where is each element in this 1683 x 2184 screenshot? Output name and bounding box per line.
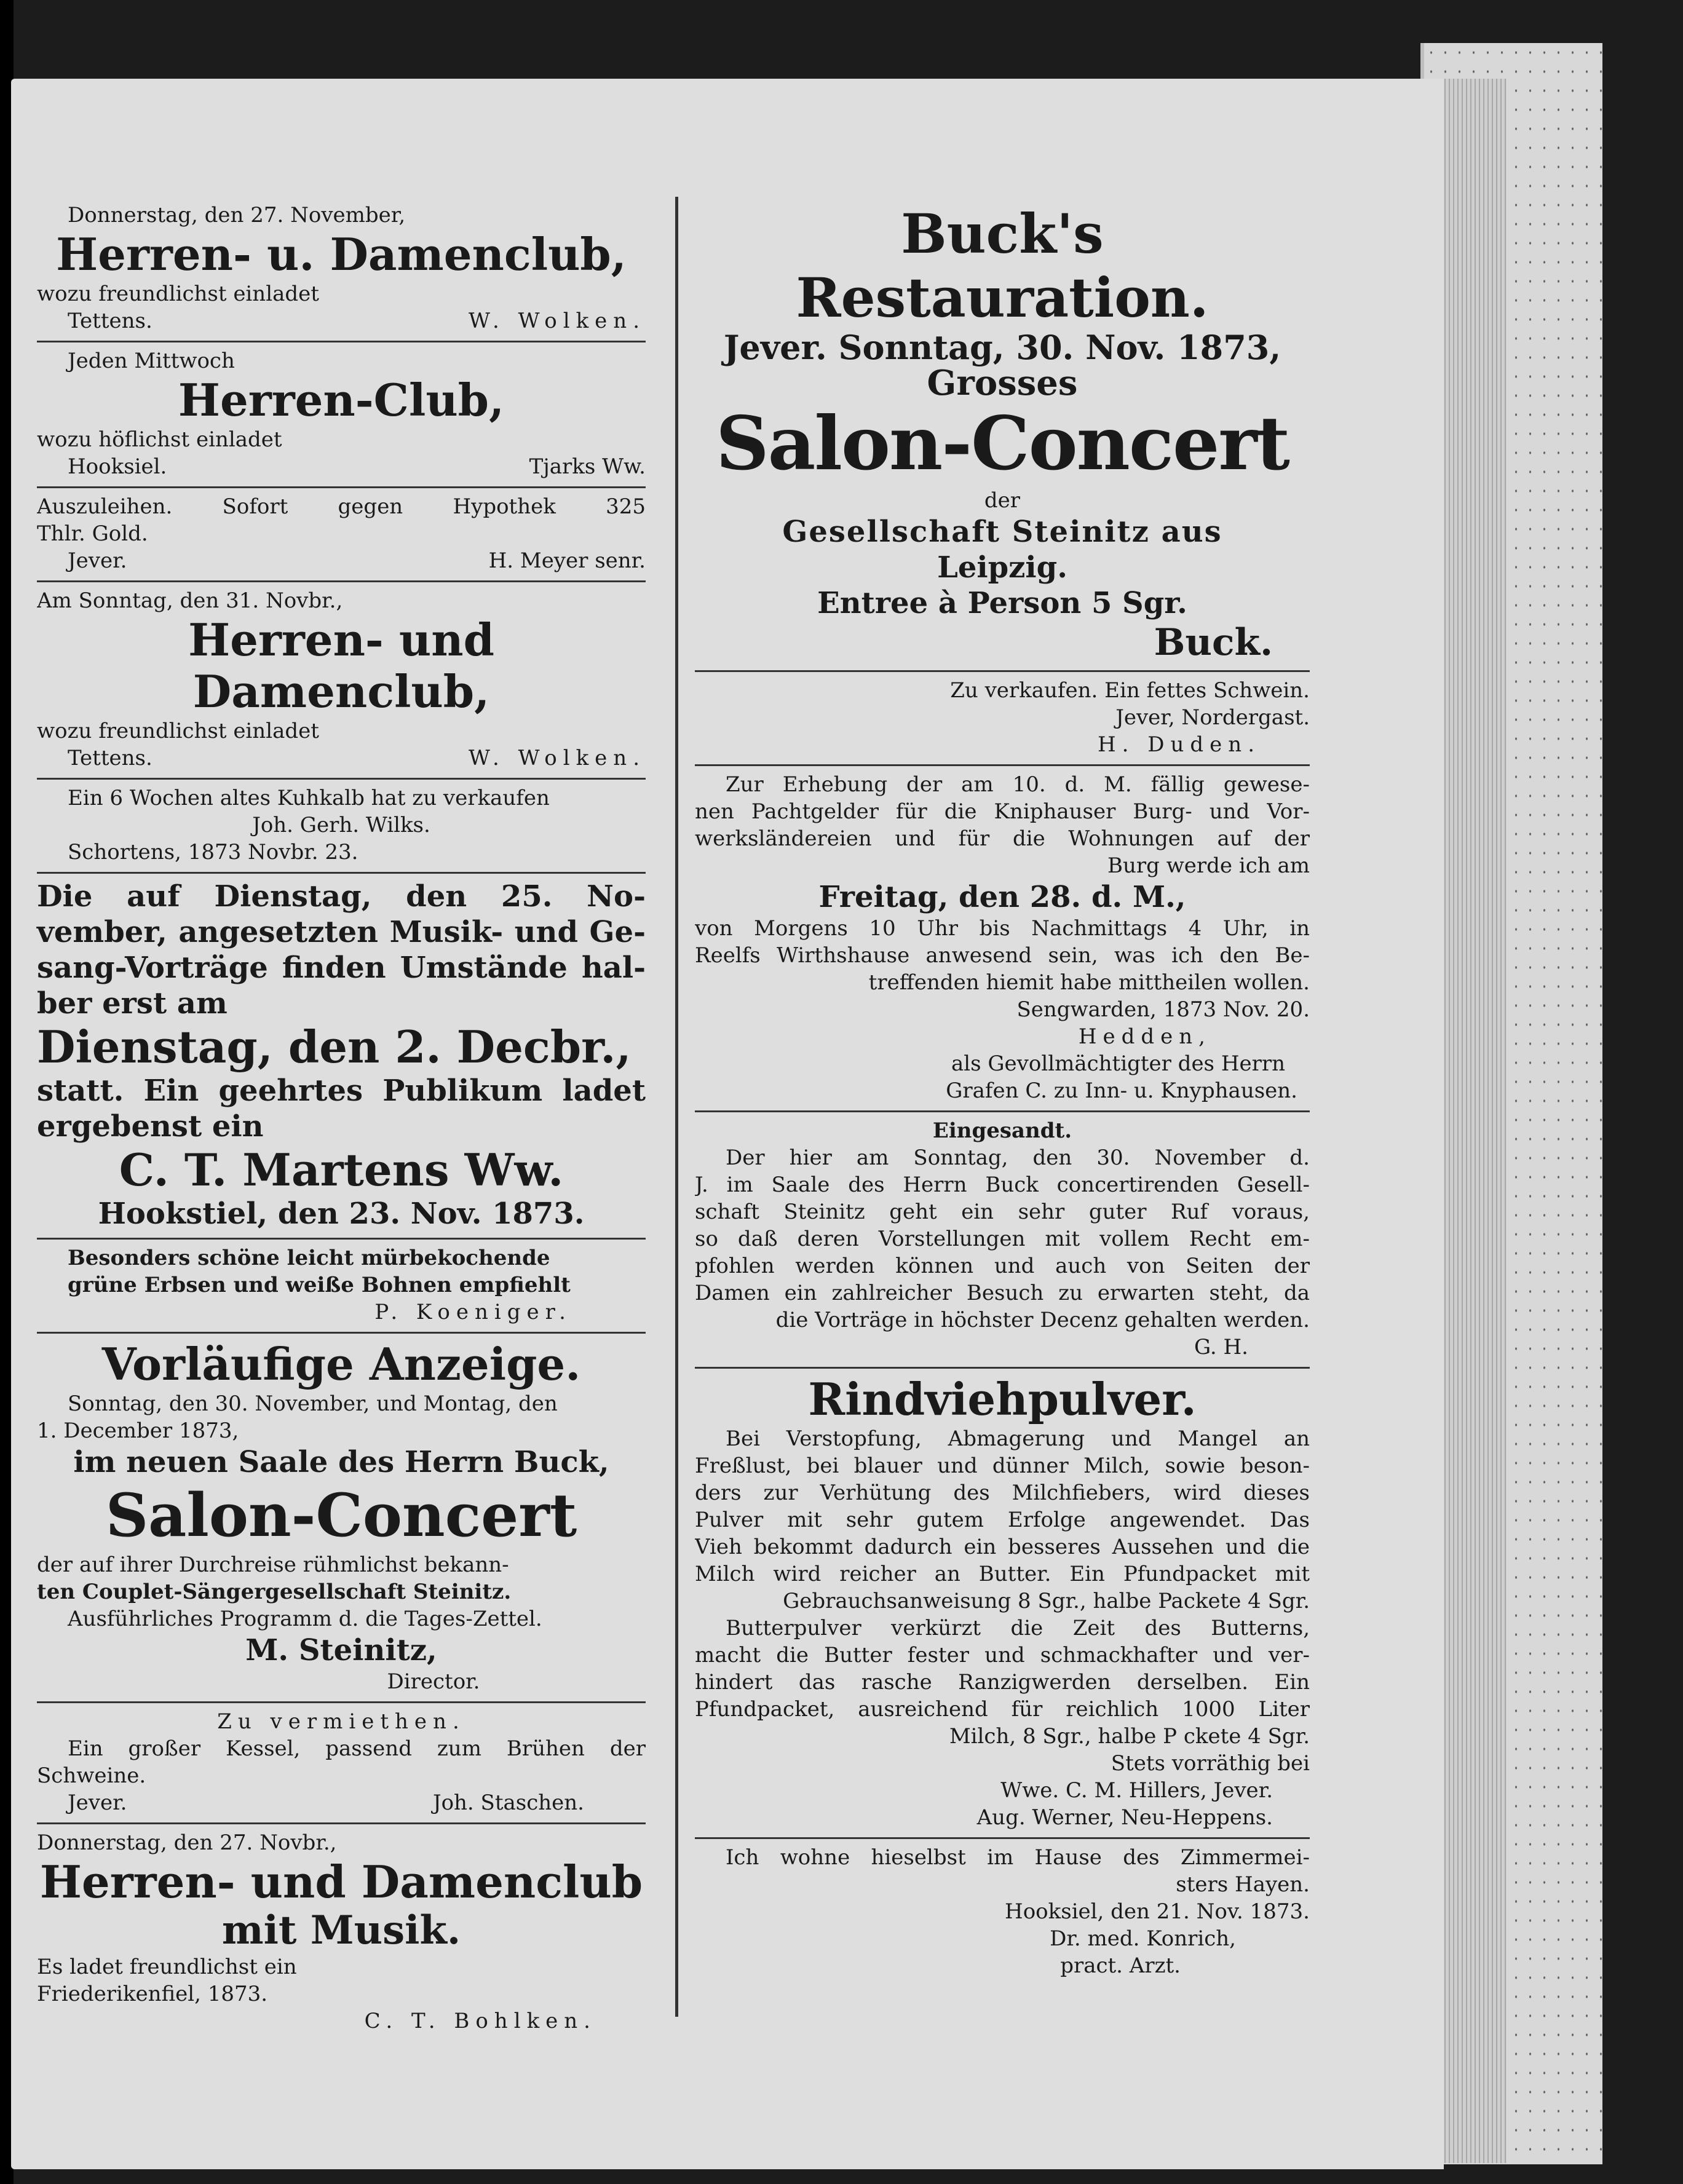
ad-musik-vortraege bbox=[37, 874, 646, 1240]
ad-text: statt. Ein geehrtes Publikum ladet bbox=[37, 1074, 646, 1108]
ad-signature: Joh. Gerh. Wilks. bbox=[252, 813, 430, 837]
ad-text: wozu freundlichst einladet bbox=[37, 719, 319, 743]
ad-text: treffenden hiemit habe mittheilen wollen. bbox=[868, 970, 1310, 995]
ad-signature: Wwe. C. M. Hillers, Jever. bbox=[1000, 1778, 1273, 1803]
ad-text: Sonntag, den 30. November, und Montag, den bbox=[68, 1391, 558, 1416]
ad-text: hindert das rasche Ranzigwerden derselben. Ein bbox=[695, 1670, 1310, 1695]
ad-signature: Hedden, bbox=[1078, 1024, 1211, 1049]
ad-highlight-date: Dienstag, den 2. Decbr., bbox=[37, 1021, 632, 1073]
ad-date-line: Jeden Mittwoch bbox=[68, 349, 235, 373]
ad-title: Herren- u. Damenclub, bbox=[56, 228, 627, 280]
ad-text: ders zur Verhütung des Milchfiebers, wird dieses bbox=[695, 1481, 1310, 1505]
left-column bbox=[37, 197, 646, 2041]
ad-text: ten Couplet-Sängergesellschaft Steinitz. bbox=[37, 1580, 512, 1604]
ad-text: im neuen Saale des Herrn Buck, bbox=[73, 1445, 609, 1479]
ad-signature: G. H. bbox=[1194, 1335, 1248, 1359]
ad-text: Gesellschaft Steinitz aus bbox=[782, 515, 1222, 549]
ad-signature: Aug. Werner, Neu-Heppens. bbox=[976, 1805, 1273, 1830]
ad-schwein bbox=[695, 672, 1310, 766]
ad-date-line: Schortens, 1873 Novbr. 23. bbox=[68, 840, 358, 865]
ad-text: ergebenst ein bbox=[37, 1109, 264, 1144]
ad-kessel bbox=[37, 1703, 646, 1824]
ad-text: Schweine. bbox=[37, 1763, 146, 1788]
ad-signature-role: Grafen C. zu Inn- u. Knyphausen. bbox=[946, 1078, 1297, 1103]
ad-text: Thlr. Gold. bbox=[37, 521, 148, 546]
ad-text: Damen ein zahlreicher Besuch zu erwarten steht, da bbox=[695, 1281, 1310, 1305]
ad-text: nen Pachtgelder für die Kniphauser Burg- und Vor- bbox=[695, 799, 1310, 824]
ad-text: Entree à Person 5 Sgr. bbox=[817, 586, 1187, 620]
ad-title: Buck's Restauration. bbox=[796, 202, 1209, 330]
ad-place: Friederikenfiel, 1873. bbox=[37, 1982, 268, 2006]
ad-erbsen-bohnen bbox=[37, 1240, 646, 1334]
ad-signature-role: pract. Arzt. bbox=[1060, 1953, 1181, 1978]
ad-text: ber erst am bbox=[37, 986, 228, 1021]
ad-text: Milch, 8 Sgr., halbe P ckete 4 Sgr. bbox=[949, 1724, 1310, 1749]
ad-text: Auszuleihen. Sofort gegen Hypothek 325 bbox=[37, 494, 646, 519]
ad-text: von Morgens 10 Uhr bis Nachmittags 4 Uhr, in bbox=[695, 916, 1310, 941]
ad-text: Vieh bekommt dadurch ein besseres Aussehen und die bbox=[695, 1535, 1310, 1559]
ad-signature: W. Wolken. bbox=[468, 309, 646, 333]
ad-text: 1. December 1873, bbox=[37, 1418, 239, 1443]
ad-signature: Buck. bbox=[1154, 621, 1273, 664]
ad-text: grüne Erbsen und weiße Bohnen empfiehlt bbox=[68, 1273, 571, 1297]
ad-text: schaft Steinitz geht ein sehr guter Ruf voraus, bbox=[695, 1200, 1310, 1224]
ad-text: wozu freundlichst einladet bbox=[37, 282, 319, 306]
ad-text: Die auf Dienstag, den 25. No- bbox=[37, 879, 646, 914]
ad-text: so daß deren Vorstellungen mit vollem Recht em- bbox=[695, 1227, 1310, 1251]
ad-title: Herren- und Damenclub, bbox=[188, 614, 494, 718]
ad-signature: Joh. Staschen. bbox=[432, 1790, 584, 1815]
ad-text: Besonders schöne leicht mürbekochende bbox=[68, 1246, 550, 1270]
ad-kuhkalb bbox=[37, 780, 646, 874]
ad-text: Burg werde ich am bbox=[1107, 853, 1310, 878]
ad-signature: H. Duden. bbox=[1097, 732, 1261, 757]
ad-signature-role: als Gevollmächtigter des Herrn bbox=[951, 1051, 1285, 1076]
ad-signature: C. T. Bohlken. bbox=[364, 2009, 596, 2033]
ad-text: Ausführliches Programm d. die Tages-Zettel. bbox=[68, 1607, 542, 1631]
ad-text: vember, angesetzten Musik- und Ge- bbox=[37, 915, 646, 949]
ad-text: Ein großer Kessel, passend zum Brühen der bbox=[68, 1736, 646, 1761]
ad-text: Zur Erhebung der am 10. d. M. fällig gewese- bbox=[726, 772, 1310, 797]
ad-herren-damenclub-sonntag bbox=[37, 582, 646, 780]
ad-herren-club-hooksiel bbox=[37, 342, 646, 488]
ad-text: Pfundpacket, ausreichend für reichlich 1000 Liter bbox=[695, 1697, 1310, 1722]
ad-text: Der hier am Sonntag, den 30. November d. bbox=[726, 1145, 1310, 1170]
ad-text: der bbox=[984, 488, 1021, 513]
ad-signature: W. Wolken. bbox=[468, 746, 646, 770]
ad-signature: Dr. med. Konrich, bbox=[1050, 1926, 1236, 1951]
ad-title: Vorläufige Anzeige. bbox=[101, 1338, 581, 1390]
ad-text: Milch wird reicher an Butter. Ein Pfundpacket mit bbox=[695, 1562, 1310, 1586]
ad-place: Jever. bbox=[68, 548, 127, 573]
ad-text: Freßlust, bei blauer und dünner Milch, sowie beson- bbox=[695, 1454, 1310, 1478]
ad-text: sters Hayen. bbox=[1176, 1872, 1310, 1897]
ad-date-line: Donnerstag, den 27. Novbr., bbox=[37, 1830, 337, 1855]
ad-date-line: Sengwarden, 1873 Nov. 20. bbox=[1016, 997, 1310, 1022]
ad-text: Ich wohne hieselbst im Hause des Zimmermei- bbox=[726, 1845, 1310, 1870]
ad-text: Es ladet freundlichst ein bbox=[37, 1955, 297, 1979]
ad-text: Jever, Nordergast. bbox=[1115, 705, 1310, 730]
ad-signature-role: Director. bbox=[387, 1669, 480, 1694]
ad-text: pfohlen werden können und auch von Seiten der bbox=[695, 1254, 1310, 1278]
ad-subtitle: mit Musik. bbox=[221, 1907, 461, 1953]
ad-date-line: Hookstiel, den 23. Nov. 1873. bbox=[98, 1197, 585, 1231]
right-column bbox=[695, 197, 1310, 1985]
ad-date-line: Am Sonntag, den 31. Novbr., bbox=[37, 588, 343, 613]
ad-signature: Tjarks Ww. bbox=[529, 454, 646, 479]
ad-text: Pulver mit sehr gutem Erfolge angewendet. Das bbox=[695, 1508, 1310, 1532]
ad-signature: H. Meyer senr. bbox=[488, 548, 646, 573]
ad-place: Tettens. bbox=[68, 309, 152, 333]
ad-eingesandt bbox=[695, 1112, 1310, 1369]
ad-text: Grosses bbox=[927, 363, 1078, 403]
ad-text: werksländereien und für die Wohnungen auf der bbox=[695, 826, 1310, 851]
ad-bucks-restauration bbox=[695, 197, 1310, 672]
ad-title: Herren- und Damenclub bbox=[39, 1856, 643, 1908]
page-edges bbox=[1433, 79, 1507, 2163]
ad-concert-title: Salon-Concert bbox=[105, 1481, 577, 1550]
ad-text: Zu verkaufen. Ein fettes Schwein. bbox=[950, 678, 1310, 703]
ad-text: Butterpulver verkürzt die Zeit des Butterns, bbox=[726, 1616, 1310, 1640]
ad-heading: Zu vermiethen. bbox=[217, 1709, 465, 1734]
ad-dr-konrich bbox=[695, 1839, 1310, 1985]
ad-rindviehpulver bbox=[695, 1369, 1310, 1839]
ad-date-line: Donnerstag, den 27. November, bbox=[68, 203, 406, 228]
ad-text: Gebrauchsanweisung 8 Sgr., halbe Packete 4 Sgr. bbox=[783, 1589, 1310, 1613]
ad-date-line: Hooksiel, den 21. Nov. 1873. bbox=[1005, 1899, 1310, 1924]
ad-place: Hooksiel. bbox=[68, 454, 167, 479]
ad-text: macht die Butter fester und schmackhafter und ver- bbox=[695, 1643, 1310, 1668]
ad-text: Ein 6 Wochen altes Kuhkalb hat zu verkaufen bbox=[68, 786, 550, 810]
ad-heading: Eingesandt. bbox=[932, 1118, 1072, 1143]
ad-pachtgelder bbox=[695, 766, 1310, 1112]
column-divider bbox=[675, 197, 678, 2017]
ad-place: Jever. bbox=[68, 1790, 127, 1815]
ad-signature: M. Steinitz, bbox=[245, 1633, 437, 1668]
ad-text: Reelfs Wirthshause anwesend sein, was ich den Be- bbox=[695, 943, 1310, 968]
ad-text: Bei Verstopfung, Abmagerung und Mangel an bbox=[726, 1426, 1310, 1451]
ad-auszuleihen bbox=[37, 488, 646, 582]
ad-place: Tettens. bbox=[68, 746, 152, 770]
ad-text: der auf ihrer Durchreise rühmlichst bekann- bbox=[37, 1553, 509, 1577]
ad-text: J. im Saale des Herrn Buck concertirenden Gesell- bbox=[695, 1173, 1310, 1197]
ad-herren-damenclub-tettens bbox=[37, 197, 646, 342]
ad-date-line: Jever. Sonntag, 30. Nov. 1873, bbox=[723, 328, 1281, 367]
ad-vorlaeufige-anzeige bbox=[37, 1334, 646, 1703]
ad-text: Stets vorräthig bei bbox=[1111, 1751, 1310, 1776]
ad-signature: C. T. Martens Ww. bbox=[119, 1144, 564, 1196]
ad-herren-damenclub-musik bbox=[37, 1824, 646, 2041]
ad-highlight-date: Freitag, den 28. d. M., bbox=[818, 880, 1186, 914]
ad-text: Leipzig. bbox=[937, 550, 1067, 585]
ad-title: Rindviehpulver. bbox=[808, 1373, 1197, 1425]
ad-concert-title: Salon-Concert bbox=[716, 400, 1289, 487]
ad-signature: P. Koeniger. bbox=[374, 1300, 572, 1324]
ad-title: Herren-Club, bbox=[178, 374, 505, 426]
ad-text: wozu höflichst einladet bbox=[37, 427, 282, 452]
ad-text: sang-Vorträge finden Umstände hal- bbox=[37, 951, 646, 985]
ad-text: die Vorträge in höchster Decenz gehalten werden. bbox=[775, 1308, 1310, 1332]
